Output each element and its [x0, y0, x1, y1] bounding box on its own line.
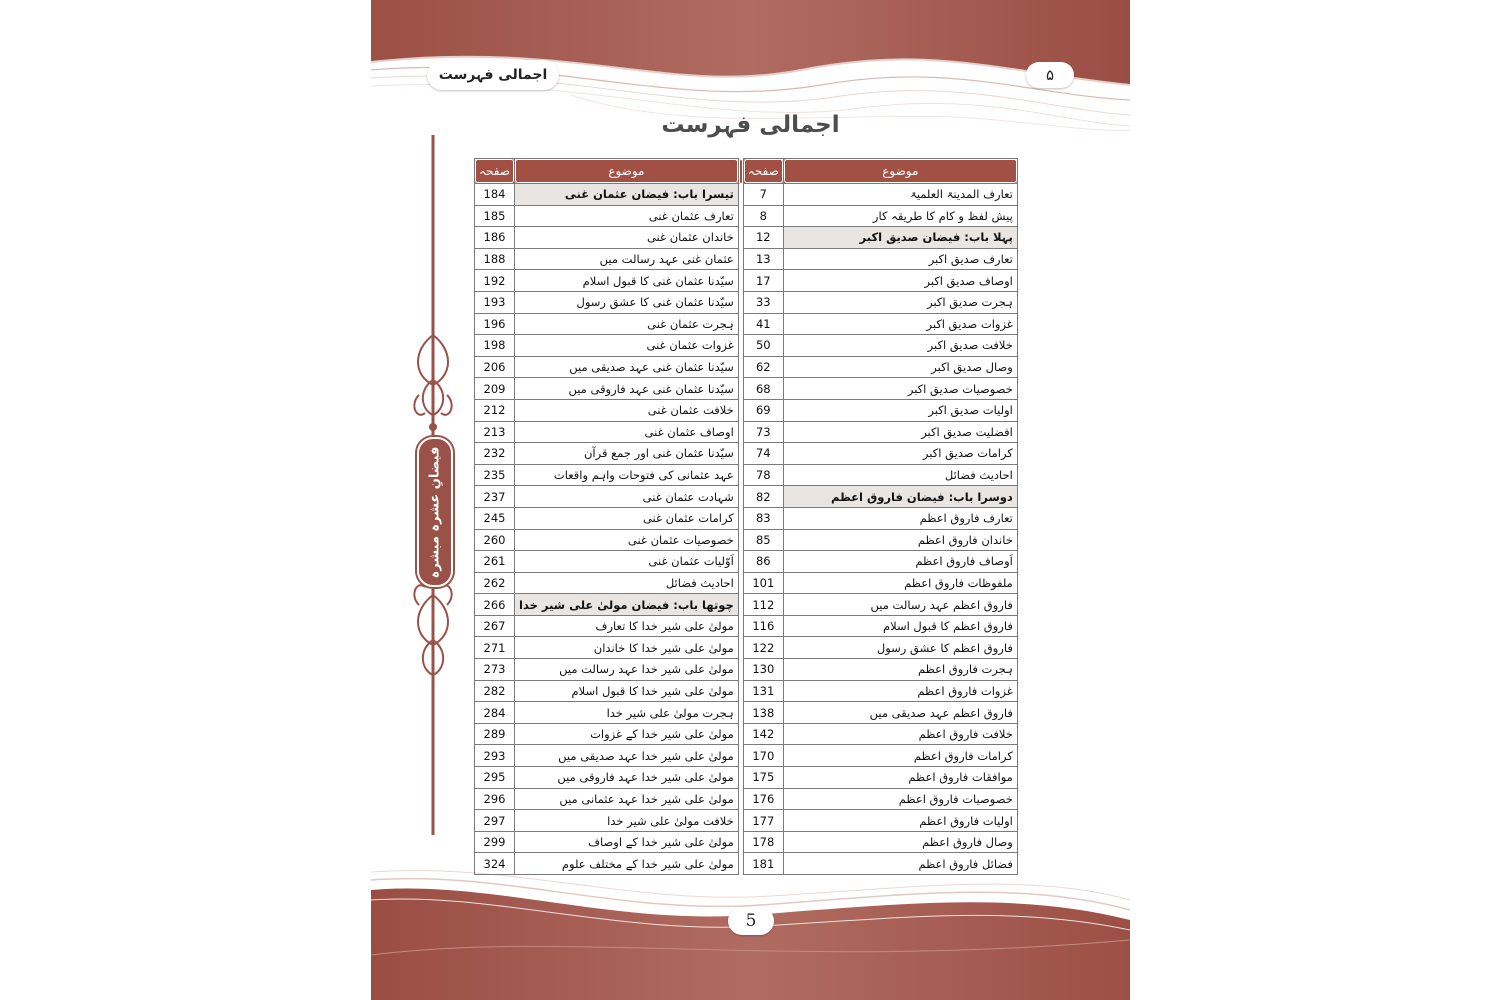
table-row — [475, 723, 1018, 745]
table-row — [475, 702, 1018, 724]
page-number-cell: 267 — [475, 615, 515, 637]
page-number-cell: 261 — [475, 551, 515, 573]
topic-cell: ہجرت صدیق اکبر — [783, 291, 1017, 313]
topic-cell: تعارف فاروق اعظم — [783, 507, 1017, 529]
page-number-cell: 7 — [743, 184, 783, 206]
topic-cell: احادیث فضائل — [515, 572, 739, 594]
topic-cell: خصوصیات فاروق اعظم — [783, 788, 1017, 810]
header-title-pill: اجمالی فہرست — [427, 60, 559, 90]
topic-column-header: موضوع — [783, 159, 1017, 184]
page-number-cell: 13 — [743, 248, 783, 270]
page-number-cell: 271 — [475, 637, 515, 659]
page-number-cell: 112 — [743, 594, 783, 616]
table-row — [475, 810, 1018, 832]
page-number-cell: 232 — [475, 443, 515, 465]
page-number-cell: 181 — [743, 853, 783, 875]
topic-cell: مولیٰ علی شیر خدا عہد صدیقی میں — [515, 745, 739, 767]
side-book-title: فیضانِ عشرہ مبشرہ — [427, 446, 443, 578]
topic-cell: مولیٰ علی شیر خدا کے غزوات — [515, 723, 739, 745]
topic-cell: پیش لفظ و کام کا طریقہ کار — [783, 205, 1017, 227]
topic-cell: فاروق اعظم کا عشق رسول — [783, 637, 1017, 659]
page-number-cell: 196 — [475, 313, 515, 335]
topic-cell: فضائل فاروق اعظم — [783, 853, 1017, 875]
topic-cell: اَوّلیات عثمان غنی — [515, 551, 739, 573]
page-number-cell: 245 — [475, 507, 515, 529]
page-number-cell: 142 — [743, 723, 783, 745]
topic-cell: مولیٰ علی شیر خدا عہد عثمانی میں — [515, 788, 739, 810]
topic-cell: خلافت فاروق اعظم — [783, 723, 1017, 745]
document-page — [371, 0, 1130, 1000]
topic-cell: عہد عثمانی کی فتوحات واہم واقعات — [515, 464, 739, 486]
page-column-header: صفحہ — [475, 159, 515, 184]
topic-cell: کرامات فاروق اعظم — [783, 745, 1017, 767]
page-number-cell: 198 — [475, 335, 515, 357]
topic-cell: سیّدنا عثمان غنی عہد صدیقی میں — [515, 356, 739, 378]
topic-cell: اوصاف عثمان غنی — [515, 421, 739, 443]
table-row — [475, 615, 1018, 637]
topic-cell: مولیٰ علی شیر خدا عہد رسالت میں — [515, 659, 739, 681]
topic-cell: سیّدنا عثمان غنی عہد فاروقی میں — [515, 378, 739, 400]
table-header-row — [475, 159, 1018, 184]
topic-cell: خلافت عثمان غنی — [515, 399, 739, 421]
table-row — [475, 680, 1018, 702]
page-number-cell: 266 — [475, 594, 515, 616]
topic-cell: اَوصاف فاروق اعظم — [783, 551, 1017, 573]
page-number-cell: 282 — [475, 680, 515, 702]
topic-cell: ہجرت فاروق اعظم — [783, 659, 1017, 681]
page-number-cell: 213 — [475, 421, 515, 443]
table-row — [475, 313, 1018, 335]
page-number-cell: 273 — [475, 659, 515, 681]
page-number-cell: 184 — [475, 184, 515, 206]
topic-cell: خاندان عثمان غنی — [515, 227, 739, 249]
topic-cell: اوصاف صدیق اکبر — [783, 270, 1017, 292]
page-number-cell: 17 — [743, 270, 783, 292]
page-number-cell: 131 — [743, 680, 783, 702]
topic-cell: غزوات فاروق اعظم — [783, 680, 1017, 702]
page-number-cell: 206 — [475, 356, 515, 378]
side-book-title-badge — [417, 437, 453, 587]
page-number-cell: 74 — [743, 443, 783, 465]
topic-cell: مولیٰ علی شیر خدا عہد فاروقی میں — [515, 767, 739, 789]
table-row — [475, 745, 1018, 767]
table-row — [475, 399, 1018, 421]
page-number-cell: 289 — [475, 723, 515, 745]
page-number-cell: 193 — [475, 291, 515, 313]
table-row — [475, 335, 1018, 357]
topic-cell: سیّدنا عثمان غنی کا قبول اسلام — [515, 270, 739, 292]
page-number-cell: 138 — [743, 702, 783, 724]
topic-cell: اولیات صدیق اکبر — [783, 399, 1017, 421]
chapter-heading-cell: چوتھا باب: فیضان مولیٰ علی شیر خدا — [515, 594, 739, 616]
page-number-cell: 295 — [475, 767, 515, 789]
footer-page-number: 5 — [728, 907, 774, 935]
topic-cell: کرامات صدیق اکبر — [783, 443, 1017, 465]
table-row — [475, 248, 1018, 270]
table-row — [475, 356, 1018, 378]
page-number-cell: 188 — [475, 248, 515, 270]
table-row — [475, 443, 1018, 465]
page-number-cell: 237 — [475, 486, 515, 508]
chapter-heading-cell: تیسرا باب: فیضان عثمان غنی — [515, 184, 739, 206]
table-row — [475, 227, 1018, 249]
topic-cell: مولیٰ علی شیر خدا کے مختلف علوم — [515, 853, 739, 875]
table-row — [475, 421, 1018, 443]
table-row — [475, 572, 1018, 594]
topic-cell: وصال فاروق اعظم — [783, 831, 1017, 853]
topic-cell: تعارف المدینۃ العلمیۃ — [783, 184, 1017, 206]
table-row — [475, 464, 1018, 486]
table-row — [475, 291, 1018, 313]
topic-cell: مولیٰ علی شیر خدا کے اوصاف — [515, 831, 739, 853]
page-number-cell: 85 — [743, 529, 783, 551]
page-number-cell: 177 — [743, 810, 783, 832]
topic-cell: فاروق اعظم عہد صدیقی میں — [783, 702, 1017, 724]
page-number-cell: 62 — [743, 356, 783, 378]
table-row — [475, 788, 1018, 810]
page-number-cell: 12 — [743, 227, 783, 249]
page-number-cell: 324 — [475, 853, 515, 875]
topic-cell: ملفوظات فاروق اعظم — [783, 572, 1017, 594]
page-number-cell: 33 — [743, 291, 783, 313]
page-number-cell: 175 — [743, 767, 783, 789]
page-number-cell: 262 — [475, 572, 515, 594]
page-number-cell: 8 — [743, 205, 783, 227]
topic-cell: غزوات عثمان غنی — [515, 335, 739, 357]
topic-cell: تعارف عثمان غنی — [515, 205, 739, 227]
topic-cell: احادیث فضائل — [783, 464, 1017, 486]
page-column-header: صفحہ — [743, 159, 783, 184]
page-number-cell: 293 — [475, 745, 515, 767]
table-row — [475, 184, 1018, 206]
page-number-cell: 122 — [743, 637, 783, 659]
page-number-cell: 299 — [475, 831, 515, 853]
topic-cell: ہجرت مولیٰ علی شیر خدا — [515, 702, 739, 724]
table-row — [475, 270, 1018, 292]
page-number-cell: 284 — [475, 702, 515, 724]
topic-cell: سیّدنا عثمان غنی اور جمع قرآن — [515, 443, 739, 465]
table-row — [475, 486, 1018, 508]
chapter-heading-cell: دوسرا باب: فیضان فاروق اعظم — [783, 486, 1017, 508]
table-row — [475, 594, 1018, 616]
page-number-cell: 170 — [743, 745, 783, 767]
topic-cell: عثمان غنی عہد رسالت میں — [515, 248, 739, 270]
topic-cell: موافقات فاروق اعظم — [783, 767, 1017, 789]
topic-cell: مولیٰ علی شیر خدا کا خاندان — [515, 637, 739, 659]
page-number-cell: 116 — [743, 615, 783, 637]
topic-cell: خلافت مولیٰ علی شیر خدا — [515, 810, 739, 832]
topic-cell: تعارف صدیق اکبر — [783, 248, 1017, 270]
page-number-cell: 83 — [743, 507, 783, 529]
page-number-cell: 260 — [475, 529, 515, 551]
table-row — [475, 767, 1018, 789]
topic-cell: اولیات فاروق اعظم — [783, 810, 1017, 832]
page-number-cell: 68 — [743, 378, 783, 400]
table-row — [475, 529, 1018, 551]
topic-cell: مولیٰ علی شیر خدا کا تعارف — [515, 615, 739, 637]
topic-cell: افضلیت صدیق اکبر — [783, 421, 1017, 443]
table-of-contents — [474, 158, 1018, 875]
table-row — [475, 659, 1018, 681]
header-page-number: ۵ — [1026, 62, 1074, 88]
page-number-cell: 192 — [475, 270, 515, 292]
page-number-cell: 41 — [743, 313, 783, 335]
topic-cell: کرامات عثمان غنی — [515, 507, 739, 529]
table-row — [475, 551, 1018, 573]
topic-cell: شہادت عثمان غنی — [515, 486, 739, 508]
page-number-cell: 235 — [475, 464, 515, 486]
chapter-heading-cell: پہلا باب: فیضان صدیق اکبر — [783, 227, 1017, 249]
page-number-cell: 209 — [475, 378, 515, 400]
table-row — [475, 831, 1018, 853]
table-row — [475, 853, 1018, 875]
page-number-cell: 82 — [743, 486, 783, 508]
page-number-cell: 176 — [743, 788, 783, 810]
page-title: اجمالی فہرست — [661, 112, 840, 138]
topic-cell: فاروق اعظم عہد رسالت میں — [783, 594, 1017, 616]
topic-cell: خلافت صدیق اکبر — [783, 335, 1017, 357]
table-row — [475, 205, 1018, 227]
page-number-cell: 297 — [475, 810, 515, 832]
page-number-cell: 130 — [743, 659, 783, 681]
topic-cell: وصال صدیق اکبر — [783, 356, 1017, 378]
topic-cell: سیّدنا عثمان غنی کا عشق رسول — [515, 291, 739, 313]
table-row — [475, 637, 1018, 659]
page-number-cell: 212 — [475, 399, 515, 421]
page-number-cell: 86 — [743, 551, 783, 573]
table-row — [475, 378, 1018, 400]
topic-cell: خاندان فاروق اعظم — [783, 529, 1017, 551]
topic-cell: خصوصیات عثمان غنی — [515, 529, 739, 551]
topic-cell: خصوصیات صدیق اکبر — [783, 378, 1017, 400]
page-number-cell: 101 — [743, 572, 783, 594]
page-number-cell: 78 — [743, 464, 783, 486]
page-number-cell: 186 — [475, 227, 515, 249]
page-number-cell: 50 — [743, 335, 783, 357]
page-number-cell: 69 — [743, 399, 783, 421]
topic-cell: ہجرت عثمان غنی — [515, 313, 739, 335]
page-number-cell: 178 — [743, 831, 783, 853]
page-number-cell: 296 — [475, 788, 515, 810]
page-number-cell: 73 — [743, 421, 783, 443]
topic-cell: فاروق اعظم کا قبول اسلام — [783, 615, 1017, 637]
topic-column-header: موضوع — [515, 159, 739, 184]
page-number-cell: 185 — [475, 205, 515, 227]
topic-cell: غزوات صدیق اکبر — [783, 313, 1017, 335]
table-row — [475, 507, 1018, 529]
topic-cell: مولیٰ علی شیر خدا کا قبول اسلام — [515, 680, 739, 702]
